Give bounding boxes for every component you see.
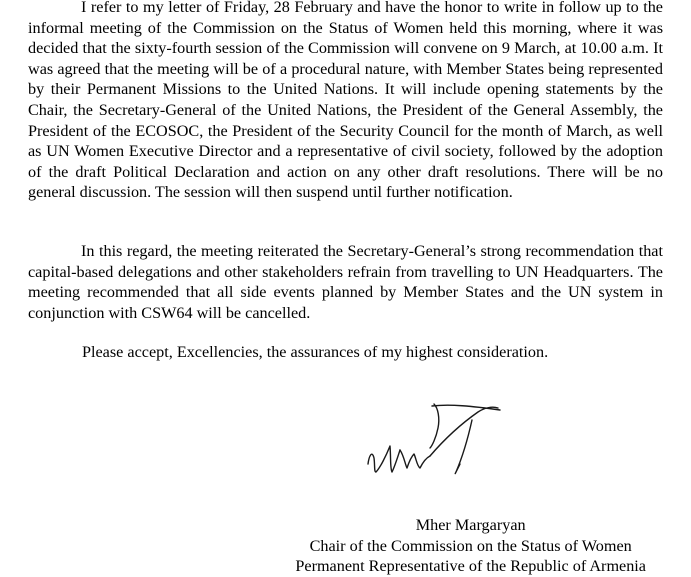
signatory-position: Permanent Representative of the Republic of Armenia	[295, 557, 646, 576]
letter-paragraph-1: I refer to my letter of Friday, 28 February and have the honor to write in follow up to the informal meeting of the Commission on the Status of Women held this morning, where it was decided that the sixty-fourth session of the Commission will convene on 9 March, at 10.00 a.m. It was agreed that the meeting will be of a procedural nature, with Member States being represented by their Permanent Missions to the United Nations. It will include opening statements by the Chair, the Secretary-General of the United Nations, the President of the General Assembly, the President of the ECOSOC, the President of the Security Council for the month of March, as well as UN Women Executive Director and a representative of civil society, followed by the adoption of the draft Political Declaration and action on any other draft resolutions. There will be no general discussion. The session will then suspend until further notification.	[28, 0, 663, 202]
signatory-name: Mher Margaryan	[415, 516, 526, 534]
handwritten-signature	[360, 398, 510, 488]
signatory-title: Chair of the Commission on the Status of Women	[309, 536, 632, 555]
signature-block	[295, 515, 646, 577]
letter-paragraph-2: In this regard, the meeting reiterated the Secretary-General’s strong recommendation that capital-based delegations and other stakeholders refrain from travelling to UN Headquarters. The meeting recommended that all side events planned by Member States and the UN system in conjunction with CSW64 will be cancelled.	[28, 242, 663, 322]
closing-line: Please accept, Excellencies, the assurances of my highest consideration.	[82, 343, 549, 361]
